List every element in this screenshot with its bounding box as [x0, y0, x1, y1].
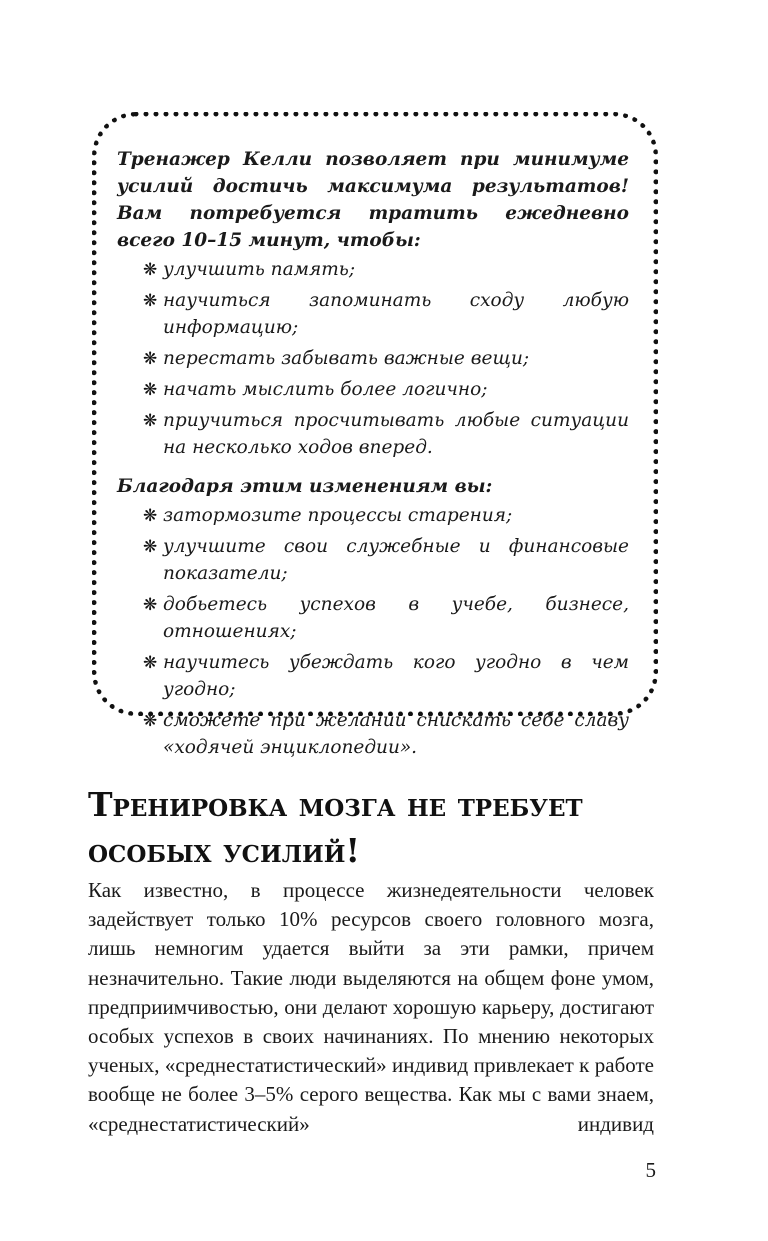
list-item: ❋ сможете при желании снискать себе славу «ходячей энциклопедии».: [143, 710, 629, 758]
list-item: ❋ научиться запоминать сходу любую информацию;: [143, 290, 629, 338]
list-item: ❋ улучшить память;: [117, 256, 629, 283]
flower-bullet-icon: ❋: [143, 411, 158, 431]
page-number: 5: [645, 1158, 656, 1182]
list-item: ❋ затормозите процессы старения;: [117, 502, 629, 529]
callout-box: [117, 146, 629, 765]
flower-bullet-icon: ❋: [143, 595, 158, 615]
flower-bullet-icon: ❋: [143, 653, 158, 673]
list-item: ❋ добьетесь успехов в учебе, бизнесе, отношениях;: [143, 594, 629, 642]
section-heading: Тренировка мозга не требует особых усилий!: [88, 785, 583, 870]
callout-intro: Тренажер Келли позволяет при минимуме усилий достичь максимума результатов! Вам потребуется тратить ежедневно всего 10–15 минут, чтобы:: [117, 149, 629, 251]
list-item: ❋ начать мыслить более логично;: [117, 376, 629, 403]
flower-bullet-icon: ❋: [143, 711, 158, 731]
flower-bullet-icon: ❋: [143, 291, 158, 311]
flower-bullet-icon: ❋: [143, 380, 158, 400]
flower-bullet-icon: ❋: [143, 260, 158, 280]
list-item: ❋ приучиться просчитывать любые ситуации на несколько ходов вперед.: [143, 410, 629, 458]
body-paragraph: Как известно, в процессе жизнедеятельности человек задействует только 10% ресурсов своего головного мозга, лишь немногим удается выйти за эти рамки, причем незначительно. Такие люди выделяются на общем фоне умом, предприимчивостью, они делают хорошую карьеру, достигают особых успехов в своих начинаниях. По мнению некоторых ученых, «среднестатистический» индивид привлекает к работе вообще не более 3–5% серого вещества. Как мы с вами знаем, «среднестатистический» индивид: [88, 878, 654, 1136]
flower-bullet-icon: ❋: [143, 349, 158, 369]
flower-bullet-icon: ❋: [143, 537, 158, 557]
flower-bullet-icon: ❋: [143, 506, 158, 526]
list-item: ❋ улучшите свои служебные и финансовые показатели;: [143, 536, 629, 584]
list-item: ❋ перестать забывать важные вещи;: [117, 345, 629, 372]
benefits-heading: Благодаря этим изменениям вы:: [117, 476, 493, 497]
goals-list: [117, 256, 629, 461]
list-item: ❋ научитесь убеждать кого угодно в чем угодно;: [143, 652, 629, 700]
benefits-list: [117, 502, 629, 761]
